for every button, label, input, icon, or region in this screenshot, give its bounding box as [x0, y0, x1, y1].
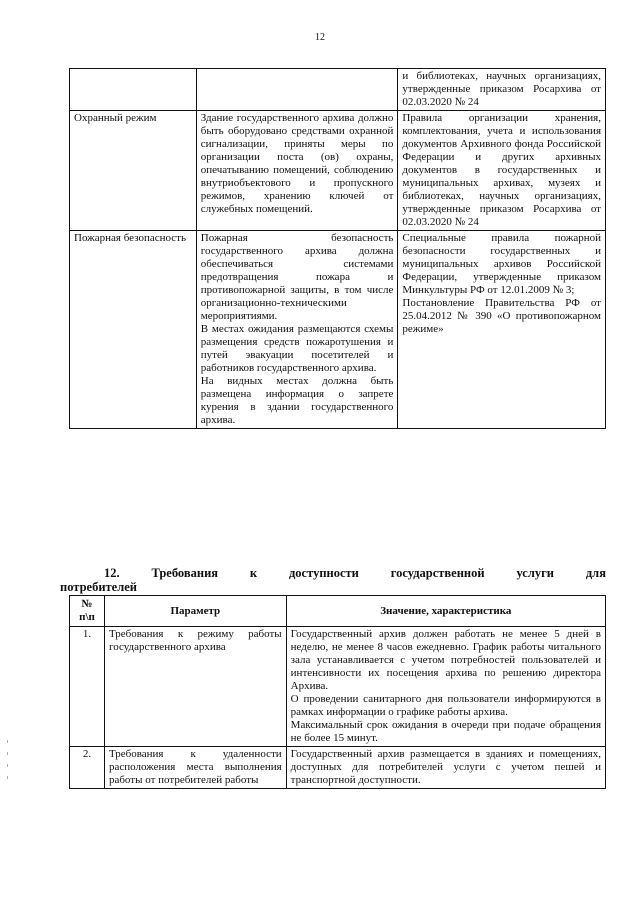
table-row [70, 627, 606, 747]
margin-mark [7, 740, 8, 743]
row-label: Охранный режим [70, 111, 197, 231]
regulation-text: Правила организации хранения, комплектования, учета и использования документов Архивного фонда Российской Федерации и других архивных документов в государственных и муниципальных архивах, музеях и библиотеках, научных организациях, утвержденные приказом Росархива от 02.03.2020 № 24 [402, 112, 601, 228]
regulation-text: и библиотеках, научных организациях, утвержденные приказом Росархива от 02.03.2020 № 24 [402, 70, 601, 108]
table-row [70, 111, 606, 231]
margin-mark [7, 752, 8, 755]
requirement-cell [196, 69, 398, 111]
regulation-text: Специальные правила пожарной безопасности государственных и муниципальных архивов Российской Федерации, утвержденные приказом Минкультуры РФ от 12.01.2009 № 3; [402, 232, 601, 296]
regulation-cell [398, 69, 606, 111]
section-heading-word: доступности [288, 566, 359, 580]
regulation-cell [398, 231, 606, 429]
value-text: Государственный архив должен работать не менее 5 дней в неделю, не менее 8 часов ежедневно. График работы читального зала устанавливается с учетом потребностей пользователей и интенсивности их посещения архива по решению директора Архива. [290, 628, 601, 692]
table-row [70, 69, 606, 111]
section-heading [60, 566, 606, 594]
requirement-text: Пожарная безопасность государственного архива должна обеспечиваться системами предотвращения пожара и противопожарной защиты, в том числе организационно-техническими мероприятиями. [200, 232, 394, 322]
row-number: 1. [70, 627, 105, 747]
value-text: Государственный архив размещается в зданиях и помещениях, доступных для потребителей услуги с учетом пешей и транспортной доступности. [290, 748, 601, 786]
column-header-value: Значение, характеристика [286, 596, 605, 627]
parameter-cell: Требования к удаленности расположения места выполнения работы от потребителей работы [104, 747, 286, 789]
requirement-text: На видных местах должна быть размещена информация о запрете курения в здании государственного архива. [200, 375, 394, 426]
section-heading-word: Требования [151, 566, 219, 580]
margin-mark [7, 764, 8, 767]
regulations-table [69, 68, 606, 429]
page-number: 12 [315, 32, 325, 43]
table-row [70, 231, 606, 429]
requirement-cell [196, 231, 398, 429]
table-header-row [70, 596, 606, 627]
margin-mark [7, 776, 8, 779]
value-text: О проведении санитарного дня пользователи информируются в рамках информации о графике работы архива. [290, 693, 601, 718]
row-label: Пожарная безопасность [70, 231, 197, 429]
section-heading-word: 12. [104, 566, 120, 580]
section-heading-word: для [585, 566, 606, 580]
regulation-text: Постановление Правительства РФ от 25.04.2012 № 390 «О противопожарном режиме» [402, 297, 601, 335]
column-header-parameter: Параметр [104, 596, 286, 627]
section-heading-word: государственной [390, 566, 485, 580]
value-cell [286, 747, 605, 789]
requirement-cell [196, 111, 398, 231]
parameter-cell: Требования к режиму работы государственного архива [104, 627, 286, 747]
section-heading-word: к [249, 566, 258, 580]
section-heading-line2: потребителей [60, 580, 137, 594]
regulation-cell [398, 111, 606, 231]
table-row [70, 747, 606, 789]
column-header-number: № п\п [70, 596, 105, 627]
requirement-text: Здание государственного архива должно быть оборудовано средствами охранной сигнализации, приняты меры по организации поста (ов) охраны, опечатыванию помещений, соблюдению внутриобъектового и пропускного режимов, хранению ключей от служебных помещений. [200, 112, 394, 215]
value-text: Максимальный срок ожидания в очереди при подаче обращения не более 15 минут. [290, 719, 601, 744]
accessibility-table [69, 595, 606, 789]
row-number: 2. [70, 747, 105, 789]
requirement-text: В местах ожидания размещаются схемы размещения средств пожаротушения и путей эвакуации посетителей и работников государственного архива. [200, 323, 394, 374]
section-heading-word: услуги [516, 566, 554, 580]
value-cell [286, 627, 605, 747]
row-label [70, 69, 197, 111]
